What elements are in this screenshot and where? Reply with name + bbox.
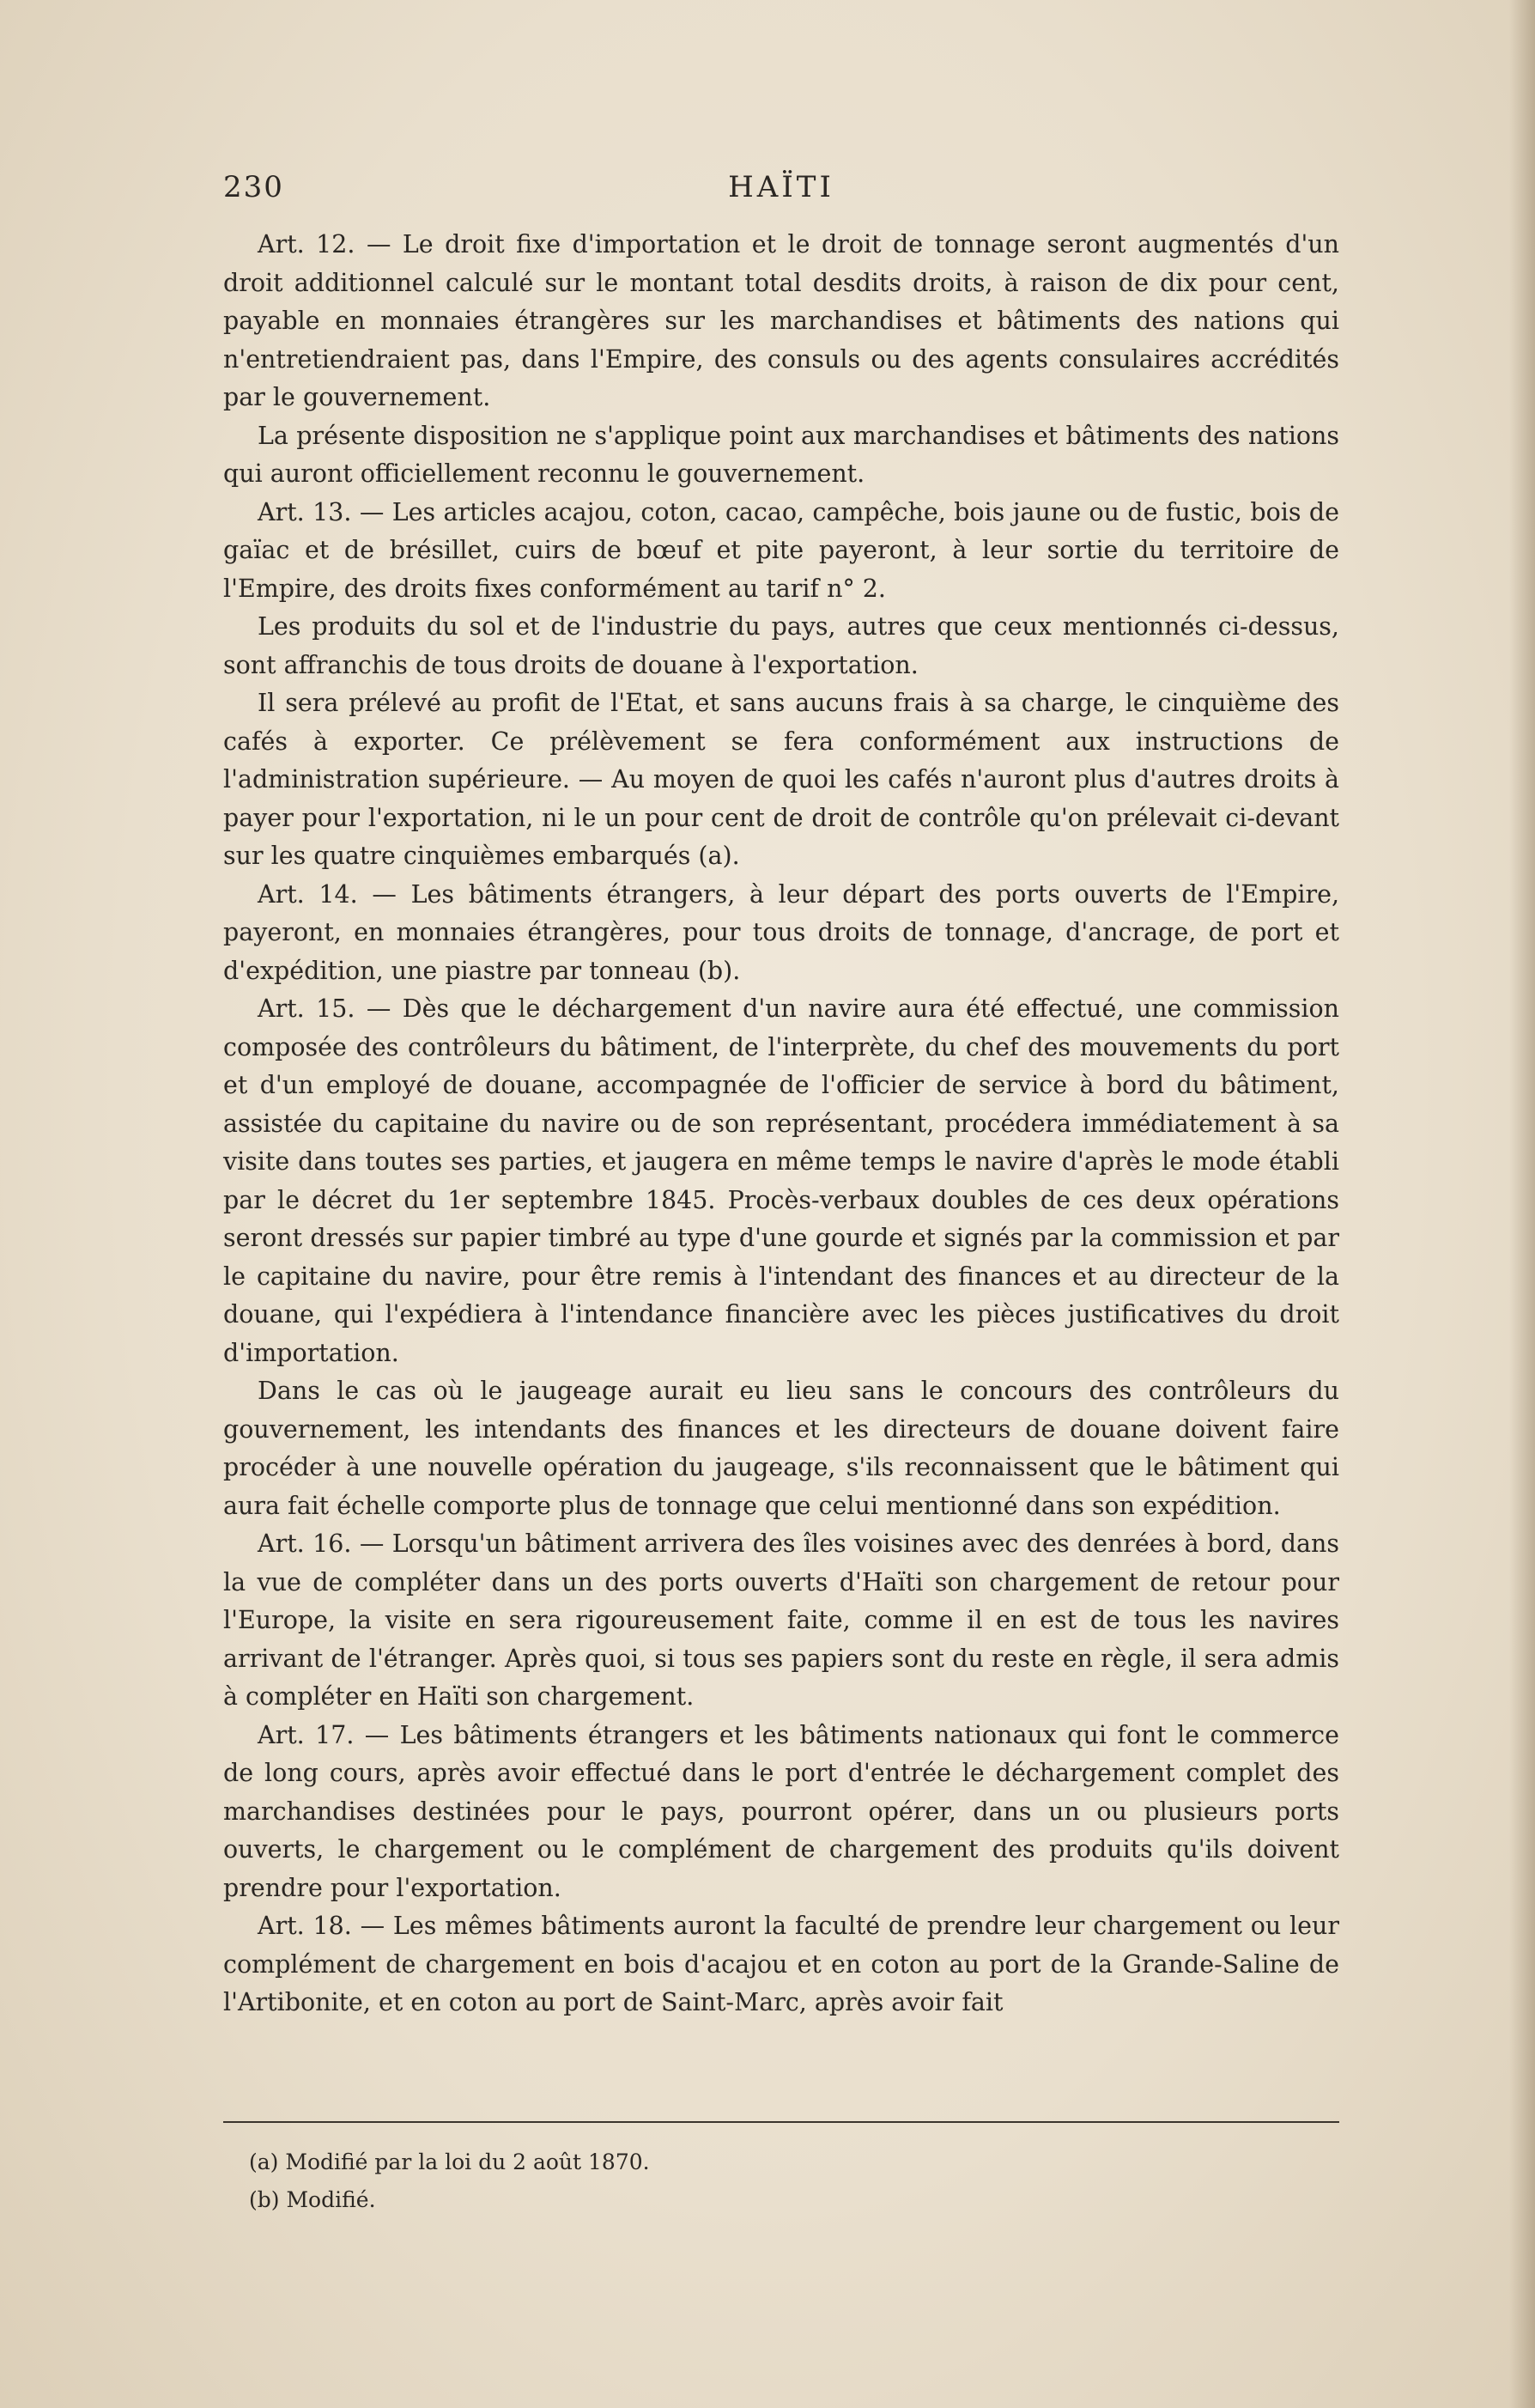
- footnote-divider: [223, 2121, 1339, 2123]
- page-header: [223, 170, 1339, 213]
- paragraph-art-17: Art. 17. — Les bâtiments étrangers et les bâtiments nationaux qui font le commerce de long cours, après avoir effectué dans le port d'entrée le déchargement complet des marchandises destinées pour le pays, pourront opérer, dans un ou plusieurs ports ouverts, le chargement ou le complément de chargement des produits qu'ils doivent prendre pour l'exportation.: [223, 1720, 1339, 1902]
- paragraph-art-14: Art. 14. — Les bâtiments étrangers, à leur départ des ports ouverts de l'Empire, payeront, en monnaies étrangères, pour tous droits de tonnage, d'ancrage, de port et d'expédition, une piastre par tonneau (b).: [223, 879, 1339, 985]
- paragraph-art-12-provision: La présente disposition ne s'applique point aux marchandises et bâtiments des nations qui auront officiellement reconnu le gouvernement.: [223, 421, 1339, 488]
- page-number: 230: [223, 170, 284, 204]
- paragraph-art-13-products: Les produits du sol et de l'industrie du pays, autres que ceux mentionnés ci-dessus, sont affranchis de tous droits de douane à l'exportation.: [223, 612, 1339, 679]
- page-edge-shadow: [1509, 0, 1535, 2408]
- page-body: [223, 226, 1339, 2022]
- paragraph-art-18: Art. 18. — Les mêmes bâtiments auront la faculté de prendre leur chargement ou leur complément de chargement en bois d'acajou et en coton au port de la Grande-Saline de l'Artibonite, et en coton au port de Saint-Marc, après avoir fait: [223, 1912, 1339, 2016]
- footnote-b: (b) Modifié.: [249, 2187, 376, 2212]
- running-title: HAÏTI: [728, 170, 834, 204]
- paragraph-art-15: Art. 15. — Dès que le déchargement d'un navire aura été effectué, une commission composée des contrôleurs du bâtiment, de l'interprète, du chef des mouvements du port et d'un employé de douane, accompagnée de l'officier de service à bord du bâtiment, assistée du capitaine du navire ou de son représentant, procédera immédiatement à sa visite dans toutes ses parties, et jaugera en même temps le navire d'après le mode établi par le décret du 1er septembre 1845. Procès-verbaux doubles de ces deux opérations seront dressés sur papier timbré au type d'une gourde et signés par la commission et par le capitaine du navire, pour être remis à l'intendant des finances et au directeur de la douane, qui l'expédiera à l'intendance financière avec les pièces justificatives du droit d'importation.: [223, 994, 1339, 1367]
- paragraph-art-15-gauging: Dans le cas où le jaugeage aurait eu lieu sans le concours des contrôleurs du gouvernement, les intendants des finances et les directeurs de douane doivent faire procéder à une nouvelle opération du jaugeage, s'ils reconnaissent que le bâtiment qui aura fait échelle comporte plus de tonnage que celui mentionné dans son expédition.: [223, 1377, 1339, 1520]
- paragraph-art-12: Art. 12. — Le droit fixe d'importation et le droit de tonnage seront augmentés d'un droit additionnel calculé sur le montant total desdits droits, à raison de dix pour cent, payable en monnaies étrangères sur les marchandises et bâtiments des nations qui n'entretiendraient pas, dans l'Empire, des consuls ou des agents consulaires accrédités par le gouvernement.: [223, 230, 1339, 411]
- footnotes: [249, 2143, 1322, 2219]
- paragraph-art-16: Art. 16. — Lorsqu'un bâtiment arrivera des îles voisines avec des denrées à bord, dans la vue de compléter dans un des ports ouverts d'Haïti son chargement de retour pour l'Europe, la visite en sera rigoureusement faite, comme il en est de tous les navires arrivant de l'étranger. Après quoi, si tous ses papiers sont du reste en règle, il sera admis à compléter en Haïti son chargement.: [223, 1529, 1339, 1711]
- footnote-a: (a) Modifié par la loi du 2 août 1870.: [249, 2150, 650, 2174]
- paragraph-art-13-coffee: Il sera prélevé au profit de l'Etat, et sans aucuns frais à sa charge, le cinquième des cafés à exporter. Ce prélèvement se fera conformément aux instructions de l'administration supérieure. — Au moyen de quoi les cafés n'auront plus d'autres droits à payer pour l'exportation, ni le un pour cent de droit de contrôle qu'on prélevait ci-devant sur les quatre cinquièmes embarqués (a).: [223, 689, 1339, 870]
- paragraph-art-13: Art. 13. — Les articles acajou, coton, cacao, campêche, bois jaune ou de fustic, bois de gaïac et de brésillet, cuirs de bœuf et pite payeront, à leur sortie du territoire de l'Empire, des droits fixes conformément au tarif n° 2.: [223, 497, 1339, 603]
